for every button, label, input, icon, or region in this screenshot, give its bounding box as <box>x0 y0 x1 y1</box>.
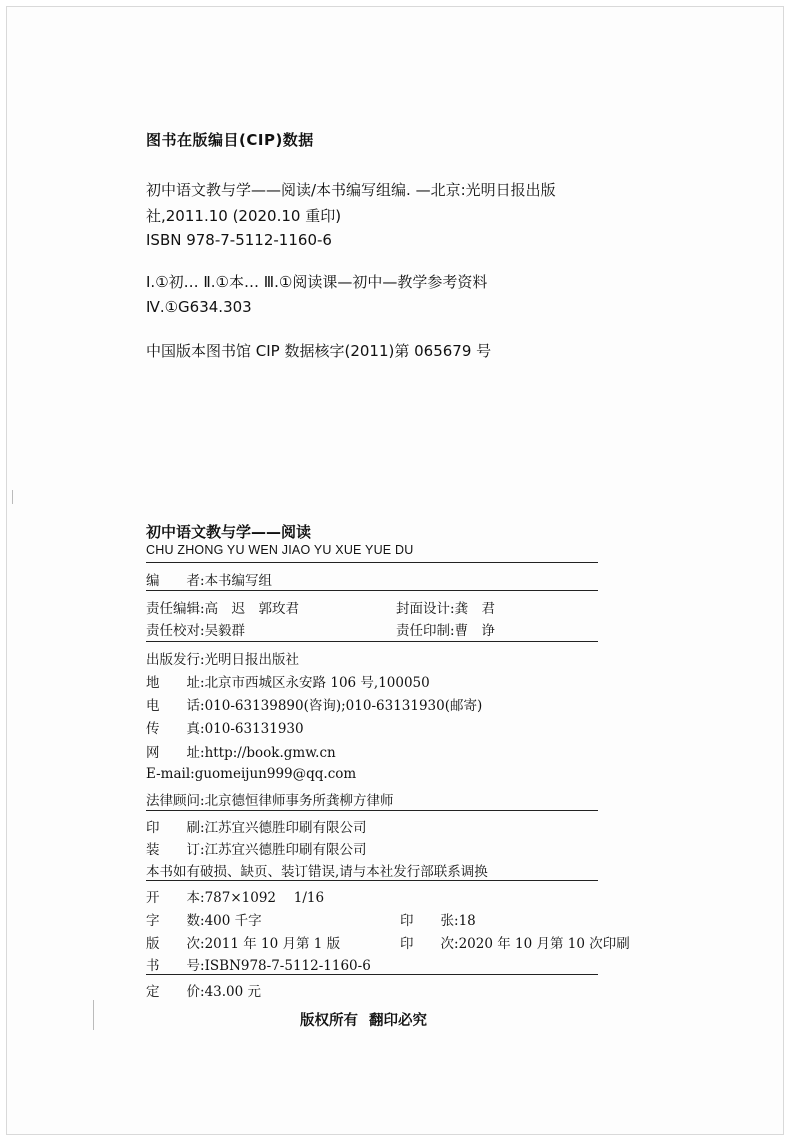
page <box>6 6 784 1135</box>
format-row <box>146 886 324 906</box>
divider <box>146 880 598 881</box>
price-value: 43.00 元 <box>204 984 262 1000</box>
cip-line-clc: Ⅳ.①G634.303 <box>146 298 252 316</box>
editor-row <box>146 597 299 617</box>
book-pinyin: CHU ZHONG YU WEN JIAO YU XUE YUE DU <box>146 543 414 557</box>
print-manager-value: 曹 诤 <box>454 623 496 639</box>
divider <box>146 562 598 563</box>
impression-value: 2020 年 10 月第 10 次印刷 <box>458 936 630 952</box>
proofreader-label: 责任校对: <box>146 623 205 639</box>
edition-row <box>146 932 340 952</box>
legal-advisor-row <box>146 789 394 809</box>
isbn-row <box>146 954 371 974</box>
binder-label: 装 订: <box>146 842 205 858</box>
copyright-notice: 版权所有 翻印必究 <box>300 1013 428 1029</box>
proofreader-value: 吴毅群 <box>204 623 246 639</box>
edition-value: 2011 年 10 月第 1 版 <box>204 936 341 952</box>
phone-row <box>146 694 482 714</box>
cover-design-value: 龚 君 <box>454 601 496 617</box>
email-label: E-mail: <box>146 766 195 782</box>
print-manager-label: 责任印制: <box>396 623 455 639</box>
binder-row <box>146 838 367 858</box>
fax-label: 传 真: <box>146 721 205 737</box>
divider <box>146 810 598 811</box>
editor-label: 责任编辑: <box>146 601 205 617</box>
format-label: 开 本: <box>146 890 205 906</box>
replacement-notice: 本书如有破损、缺页、装订错误,请与本社发行部联系调换 <box>146 864 488 880</box>
margin-mark <box>93 1000 94 1030</box>
editor-value: 高 迟 郭玫君 <box>204 601 300 617</box>
impression-row <box>400 932 630 952</box>
cip-line-classification: Ⅰ.①初… Ⅱ.①本… Ⅲ.①阅读课—初中—教学参考资料 <box>146 273 488 291</box>
website-row <box>146 741 336 761</box>
legal-advisor-label: 法律顾问: <box>146 793 205 809</box>
edition-label: 版 次: <box>146 936 205 952</box>
cip-line-publisher: 社,2011.10 (2020.10 重印) <box>146 207 342 225</box>
author-label: 编 者: <box>146 573 205 589</box>
legal-advisor-value: 北京德恒律师事务所龚柳方律师 <box>204 793 394 809</box>
cip-line-registration: 中国版本图书馆 CIP 数据核字(2011)第 065679 号 <box>146 342 492 360</box>
word-count-label: 字 数: <box>146 913 205 929</box>
sheets-row <box>400 909 476 929</box>
cip-line-title: 初中语文教与学——阅读/本书编写组编. —北京:光明日报出版 <box>146 181 556 199</box>
divider <box>146 974 598 975</box>
email-value: guomeijun999@qq.com <box>194 766 357 782</box>
author-row <box>146 569 272 589</box>
publisher-row <box>146 648 299 668</box>
isbn-label: 书 号: <box>146 958 205 974</box>
word-count-value: 400 千字 <box>204 913 262 929</box>
sheets-value: 18 <box>458 913 476 929</box>
address-value: 北京市西城区永安路 106 号,100050 <box>204 675 430 691</box>
proofreader-row <box>146 619 245 639</box>
fax-value: 010-63131930 <box>204 721 304 737</box>
cip-heading: 图书在版编目(CIP)数据 <box>146 131 314 149</box>
price-label: 定 价: <box>146 984 205 1000</box>
format-value: 787×1092 1/16 <box>204 890 325 906</box>
printer-value: 江苏宜兴德胜印刷有限公司 <box>204 820 367 836</box>
word-count-row <box>146 909 262 929</box>
cip-line-isbn: ISBN 978-7-5112-1160-6 <box>146 231 332 249</box>
print-manager-row <box>396 619 495 639</box>
book-title: 初中语文教与学——阅读 <box>146 523 312 541</box>
website-label: 网 址: <box>146 745 205 761</box>
publisher-value: 光明日报出版社 <box>204 652 300 668</box>
isbn-value: ISBN978-7-5112-1160-6 <box>204 958 371 974</box>
cover-design-label: 封面设计: <box>396 601 455 617</box>
fax-row <box>146 717 304 737</box>
phone-value: 010-63139890(咨询);010-63131930(邮寄) <box>204 698 483 714</box>
printer-label: 印 刷: <box>146 820 205 836</box>
price-row <box>146 980 261 1000</box>
website-value: http://book.gmw.cn <box>204 745 336 761</box>
email-row <box>146 766 356 782</box>
sheets-label: 印 张: <box>400 913 459 929</box>
address-row <box>146 671 430 691</box>
margin-mark <box>12 490 13 504</box>
cover-design-row <box>396 597 495 617</box>
printer-row <box>146 816 367 836</box>
divider <box>146 641 598 642</box>
binder-value: 江苏宜兴德胜印刷有限公司 <box>204 842 367 858</box>
author-value: 本书编写组 <box>204 573 273 589</box>
divider <box>146 590 598 591</box>
publisher-label: 出版发行: <box>146 652 205 668</box>
impression-label: 印 次: <box>400 936 459 952</box>
phone-label: 电 话: <box>146 698 205 714</box>
address-label: 地 址: <box>146 675 205 691</box>
